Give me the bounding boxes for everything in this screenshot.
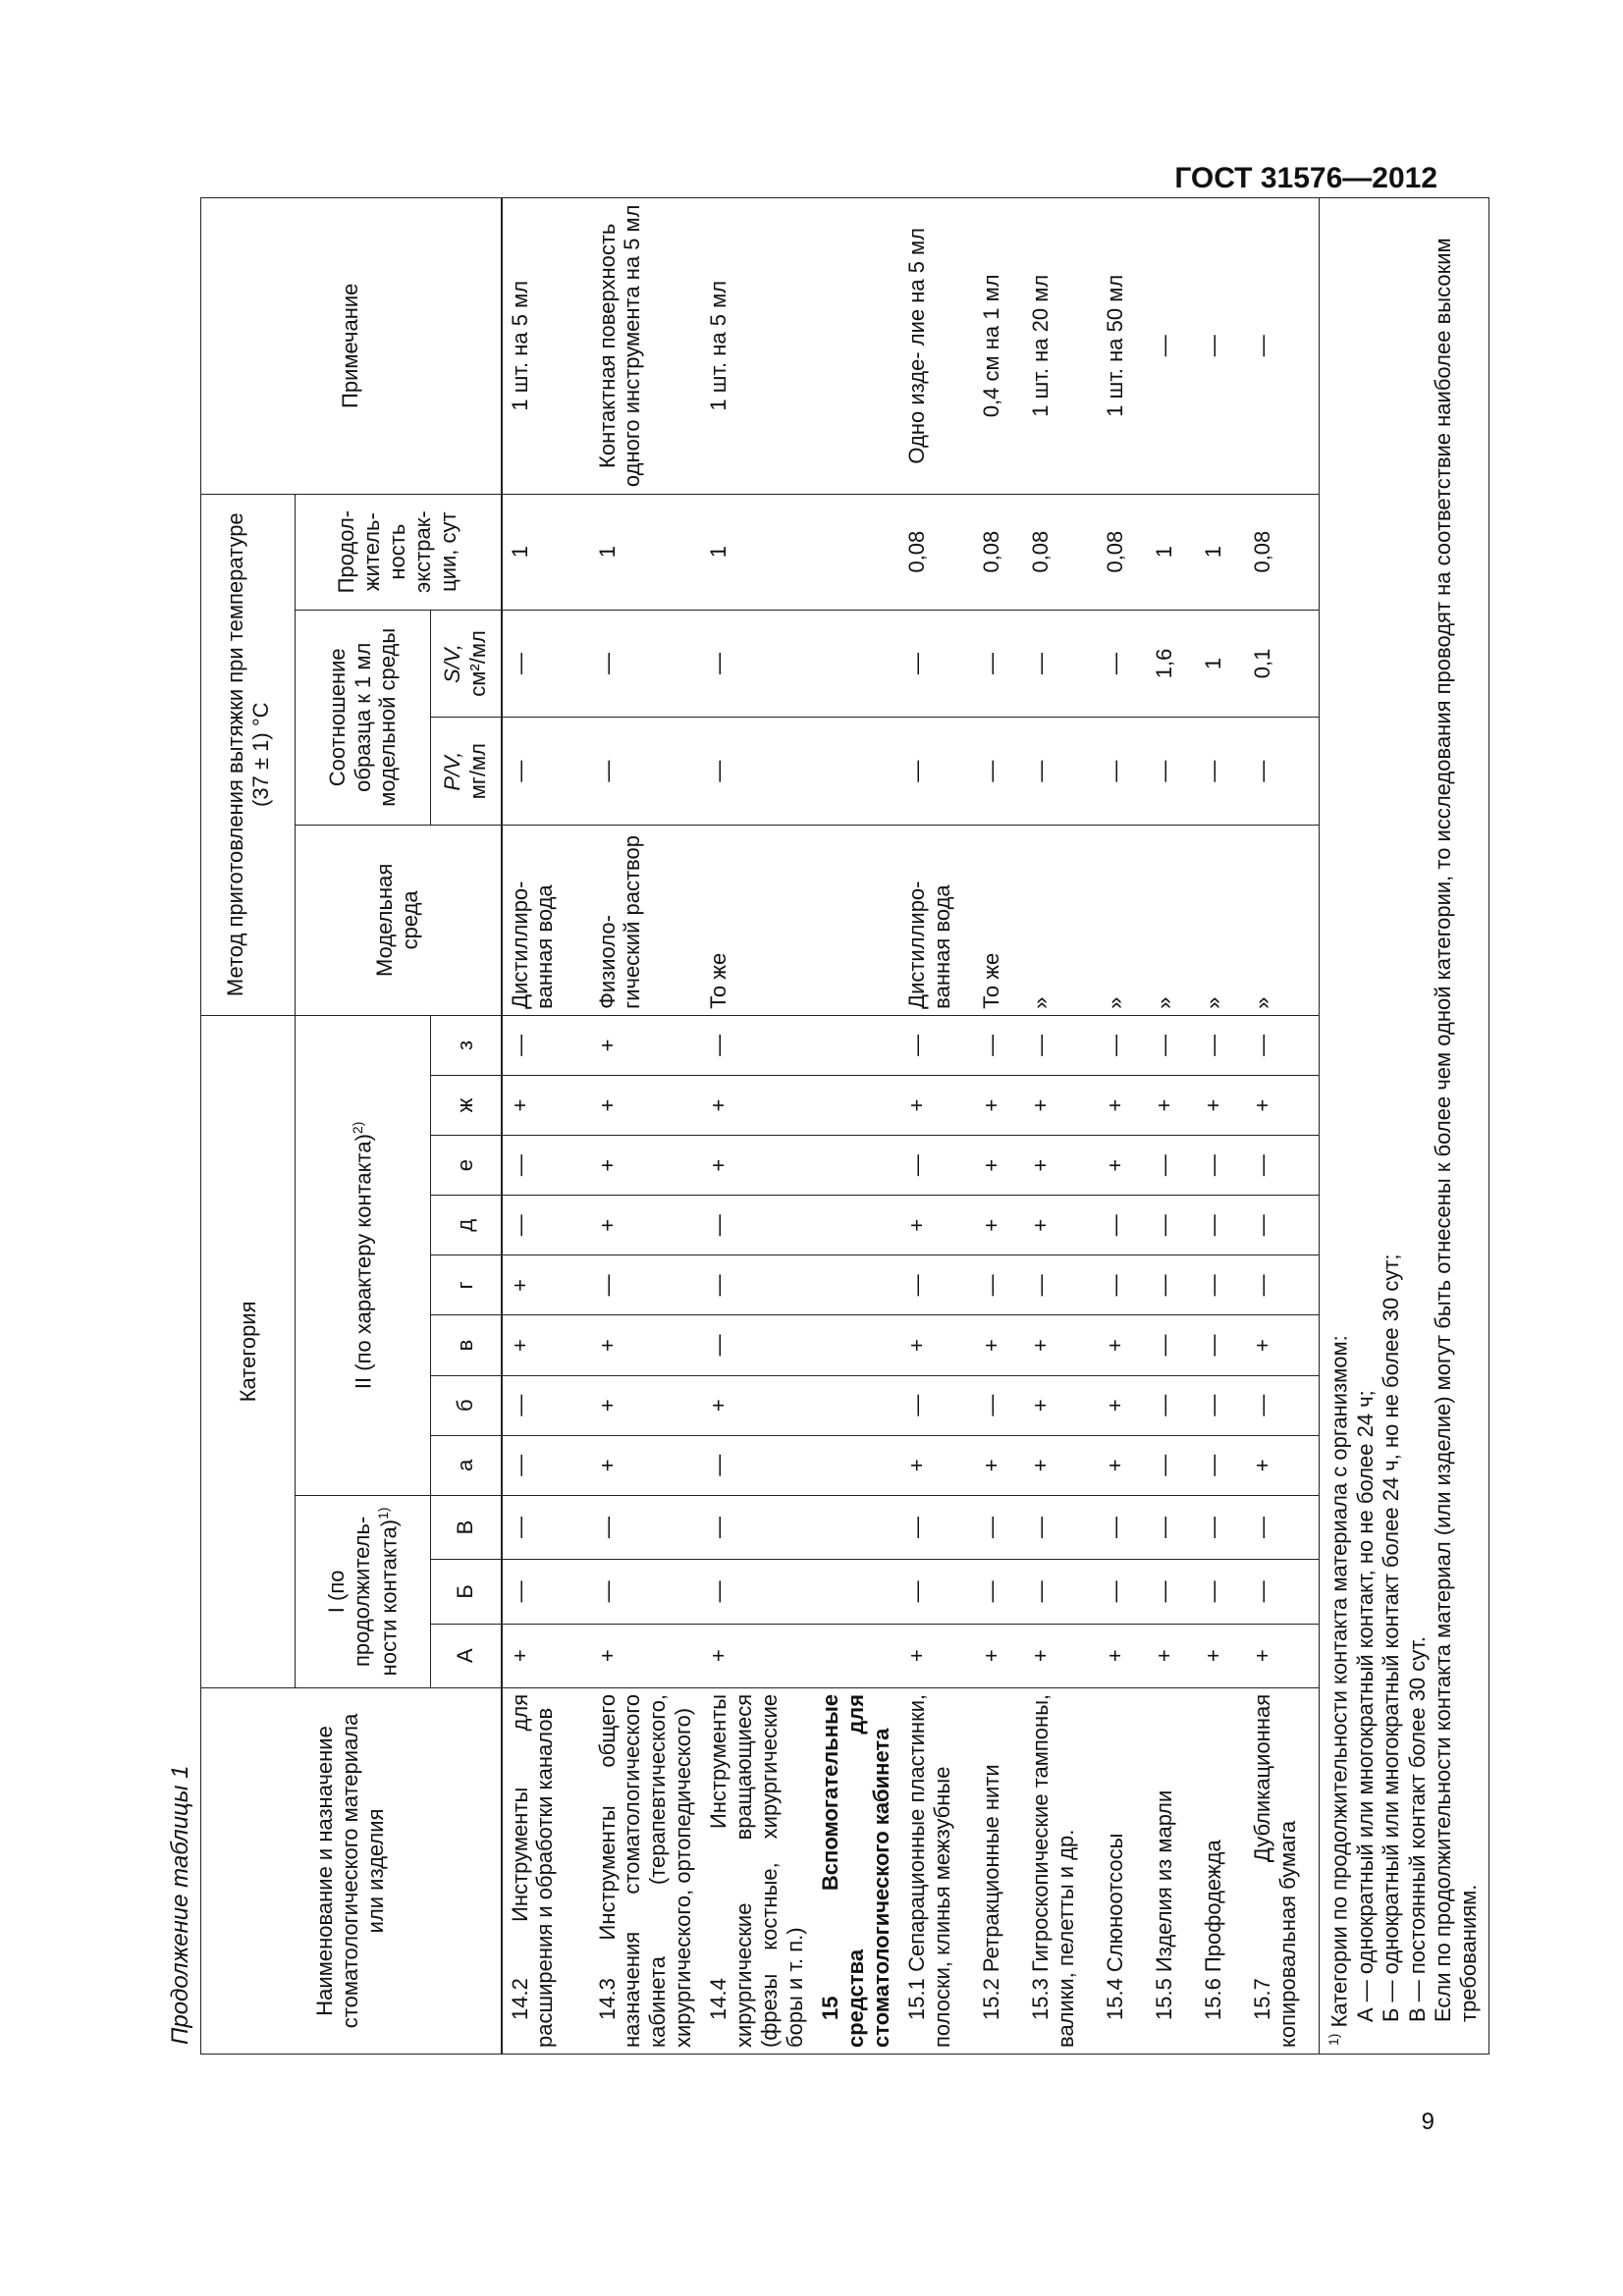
category-mark: —: [1147, 1315, 1196, 1375]
category-mark: [813, 1075, 899, 1135]
category-mark: —: [974, 1495, 1023, 1559]
category-mark: +: [590, 1375, 702, 1435]
category-mark: +: [701, 1136, 813, 1196]
ratio-pv: —: [1245, 718, 1320, 826]
category-mark: —: [1196, 1015, 1245, 1075]
standard-number: ГОСТ 31576—2012: [1174, 162, 1437, 194]
model-medium: То же: [701, 825, 813, 1015]
ratio-sv: [813, 610, 899, 718]
category-mark: —: [502, 1435, 590, 1495]
model-medium: »: [1147, 825, 1196, 1015]
category-mark: +: [701, 1624, 813, 1687]
footnote-d: Если по продолжительности контакта материал (или изделие) могут быть отнесены к более чем одной категории, то исследования проводят на соответствие наиболее высоким требованиям.: [1430, 238, 1482, 2022]
category-mark: +: [590, 1315, 702, 1375]
extraction-duration: 0,08: [1023, 494, 1098, 610]
category-mark: —: [502, 1136, 590, 1196]
category-mark: +: [590, 1435, 702, 1495]
ratio-pv: [813, 718, 899, 826]
category-mark: [813, 1315, 899, 1375]
row-name: 14.4 Инструменты хирургические вращающиеся (фрезы костные, хирургические боры и т. п.): [701, 1687, 813, 2054]
category-mark: —: [1023, 1495, 1098, 1559]
row-note: —: [1196, 198, 1245, 495]
row-note: Контактная поверхность одного инструмента на 5 мл: [590, 198, 702, 495]
page-number: 9: [1421, 2109, 1434, 2135]
rotated-page-content: [157, 197, 1482, 2055]
model-medium: [813, 825, 899, 1015]
sub-g: г: [431, 1255, 502, 1315]
category-mark: +: [974, 1136, 1023, 1196]
category-mark: —: [1245, 1136, 1320, 1196]
ratio-pv: —: [701, 718, 813, 826]
category-mark: —: [1147, 1560, 1196, 1624]
row-note: 1 шт. на 50 мл: [1098, 198, 1147, 495]
ratio-pv: —: [1098, 718, 1147, 826]
category-mark: —: [701, 1315, 813, 1375]
table-row: [1245, 198, 1320, 2055]
footnote-1: $^{1)}$ Категории по продолжительности контакта материала с организмом:: [1325, 1335, 1352, 2046]
ratio-pv: —: [502, 718, 590, 826]
table-row: [1147, 198, 1196, 2055]
category-mark: +: [1196, 1624, 1245, 1687]
row-note: —: [1147, 198, 1196, 495]
category-mark: —: [1196, 1315, 1245, 1375]
ratio-sv: —: [701, 610, 813, 718]
category-mark: +: [1023, 1075, 1098, 1135]
category-mark: +: [1098, 1075, 1147, 1135]
table-row: [1023, 198, 1098, 2055]
category-mark: —: [1147, 1495, 1196, 1559]
header-category: Категория: [201, 1015, 296, 1687]
category-mark: —: [701, 1495, 813, 1559]
sub-A: А: [431, 1624, 502, 1687]
sub-zh: ж: [431, 1075, 502, 1135]
category-mark: [813, 1015, 899, 1075]
model-medium: Физиоло- гический раствор: [590, 825, 702, 1015]
category-mark: —: [1147, 1136, 1196, 1196]
sub-z: з: [431, 1015, 502, 1075]
category-mark: —: [974, 1255, 1023, 1315]
header-sv: S/V, см²/мл: [431, 610, 502, 718]
table-continuation-caption: Продолжение таблицы 1: [167, 1765, 193, 2045]
ratio-sv: —: [502, 610, 590, 718]
category-mark: —: [1196, 1255, 1245, 1315]
category-mark: +: [899, 1624, 974, 1687]
header-duration: Продол- житель- ность экстрак- ции, сут: [296, 494, 502, 610]
category-mark: +: [701, 1075, 813, 1135]
sub-V: В: [431, 1495, 502, 1559]
category-mark: —: [502, 1375, 590, 1435]
category-mark: —: [1196, 1560, 1245, 1624]
category-mark: —: [502, 1196, 590, 1255]
category-mark: —: [1196, 1136, 1245, 1196]
category-mark: —: [1196, 1435, 1245, 1495]
category-mark: +: [974, 1435, 1023, 1495]
header-medium: Модельная среда: [296, 825, 502, 1015]
extraction-duration: 0,08: [1245, 494, 1320, 610]
category-mark: —: [899, 1560, 974, 1624]
category-mark: +: [899, 1315, 974, 1375]
footnote-a: А — однократный или многократный контакт, но не более 24 ч;: [1352, 1390, 1378, 2022]
category-mark: +: [1245, 1624, 1320, 1687]
header-pv: P/V, мг/мл: [431, 718, 502, 826]
sub-b: б: [431, 1375, 502, 1435]
category-mark: +: [1147, 1624, 1196, 1687]
ratio-sv: 1: [1196, 610, 1245, 718]
category-mark: —: [1245, 1196, 1320, 1255]
category-mark: +: [1098, 1624, 1147, 1687]
model-medium: То же: [974, 825, 1023, 1015]
category-mark: —: [1023, 1015, 1098, 1075]
category-mark: —: [1245, 1495, 1320, 1559]
category-mark: —: [1245, 1015, 1320, 1075]
category-mark: [813, 1136, 899, 1196]
category-mark: —: [701, 1015, 813, 1075]
category-mark: +: [590, 1136, 702, 1196]
extraction-duration: 1: [701, 494, 813, 610]
category-mark: +: [974, 1196, 1023, 1255]
category-mark: [813, 1495, 899, 1559]
table-row: [974, 198, 1023, 2055]
row-name: 15.4 Слюноотсосы: [1098, 1687, 1147, 2054]
extraction-duration: 1: [590, 494, 702, 610]
table-row: [701, 198, 813, 2055]
footnote-b: Б — однократный или многократный контакт более 24 ч, но не более 30 сут;: [1379, 1254, 1404, 2022]
category-mark: —: [1245, 1255, 1320, 1315]
sub-e: е: [431, 1136, 502, 1196]
category-mark: —: [701, 1560, 813, 1624]
extraction-duration: 1: [1196, 494, 1245, 610]
ratio-sv: —: [1023, 610, 1098, 718]
category-mark: +: [1023, 1136, 1098, 1196]
ratio-pv: —: [899, 718, 974, 826]
category-mark: [813, 1255, 899, 1315]
category-mark: —: [502, 1015, 590, 1075]
category-mark: —: [899, 1495, 974, 1559]
category-mark: —: [1147, 1255, 1196, 1315]
extraction-duration: [813, 494, 899, 610]
row-name: 15.5 Изделия из марли: [1147, 1687, 1196, 2054]
category-mark: —: [899, 1015, 974, 1075]
category-mark: +: [502, 1255, 590, 1315]
model-medium: Дистиллиро- ванная вода: [502, 825, 590, 1015]
category-mark: +: [1023, 1315, 1098, 1375]
ratio-pv: —: [1196, 718, 1245, 826]
row-note: Одно изде- лие на 5 мл: [899, 198, 974, 495]
ratio-sv: —: [590, 610, 702, 718]
row-name: 15.3 Гигроскопические тампоны, валики, пелетты и др.: [1023, 1687, 1098, 2054]
category-mark: +: [1245, 1315, 1320, 1375]
header-note: Примечание: [201, 198, 502, 495]
footnote-c: В — постоянный контакт более 30 сут.: [1404, 1635, 1430, 2022]
category-mark: [813, 1435, 899, 1495]
category-mark: —: [1098, 1495, 1147, 1559]
sub-d: д: [431, 1196, 502, 1255]
category-mark: +: [590, 1624, 702, 1687]
category-mark: —: [974, 1375, 1023, 1435]
ratio-sv: —: [974, 610, 1023, 718]
category-mark: +: [1147, 1075, 1196, 1135]
category-mark: —: [1196, 1495, 1245, 1559]
category-mark: —: [1098, 1255, 1147, 1315]
category-mark: —: [1196, 1196, 1245, 1255]
model-medium: »: [1023, 825, 1098, 1015]
category-mark: +: [1023, 1435, 1098, 1495]
category-mark: +: [974, 1624, 1023, 1687]
category-mark: —: [701, 1435, 813, 1495]
header-group2: II (по характеру контакта)$^{2)}$: [296, 1015, 431, 1495]
category-mark: —: [502, 1495, 590, 1559]
model-medium: »: [1196, 825, 1245, 1015]
category-mark: +: [974, 1075, 1023, 1135]
row-name: 15.7 Дубликационная копировальная бумага: [1245, 1687, 1320, 2054]
category-mark: —: [701, 1196, 813, 1255]
table-row: [1098, 198, 1147, 2055]
category-mark: +: [1098, 1435, 1147, 1495]
category-mark: +: [899, 1196, 974, 1255]
category-mark: +: [502, 1624, 590, 1687]
category-mark: —: [974, 1015, 1023, 1075]
row-note: —: [1245, 198, 1320, 495]
category-mark: —: [502, 1560, 590, 1624]
ratio-pv: —: [1023, 718, 1098, 826]
category-mark: —: [590, 1495, 702, 1559]
category-mark: —: [1147, 1196, 1196, 1255]
table-row: [502, 198, 590, 2055]
category-mark: —: [899, 1255, 974, 1315]
extraction-duration: 1: [502, 494, 590, 610]
extraction-duration: 0,08: [1098, 494, 1147, 610]
row-name: 15 Вспомогательные средства для стоматологического кабинета: [813, 1687, 899, 2054]
category-mark: +: [1196, 1075, 1245, 1135]
header-name: Наименование и назначение стоматологического материала или изделия: [201, 1687, 502, 2054]
category-mark: —: [1023, 1560, 1098, 1624]
category-mark: +: [1098, 1315, 1147, 1375]
extraction-duration: 0,08: [899, 494, 974, 610]
category-mark: [813, 1375, 899, 1435]
row-note: 1 шт. на 20 мл: [1023, 198, 1098, 495]
category-mark: [813, 1196, 899, 1255]
footnotes: [1320, 197, 1489, 2055]
model-medium: »: [1098, 825, 1147, 1015]
header-group1: I (по продолжитель- ности контакта)$^{1)}$: [296, 1495, 431, 1687]
category-mark: —: [701, 1255, 813, 1315]
category-mark: +: [1098, 1375, 1147, 1435]
row-name: 14.3 Инструменты общего назначения стоматологического кабинета (терапевтического, хирургического, ортопедического): [590, 1687, 702, 2054]
category-mark: —: [899, 1375, 974, 1435]
table-row: [590, 198, 702, 2055]
row-name: 14.2 Инструменты для расширения и обработки каналов: [502, 1687, 590, 2054]
row-name: 15.1 Сепарационные пластинки, полоски, клинья межзубные: [899, 1687, 974, 2054]
sub-B: Б: [431, 1560, 502, 1624]
category-mark: +: [590, 1015, 702, 1075]
row-note: 1 шт. на 5 мл: [502, 198, 590, 495]
ratio-pv: —: [1147, 718, 1196, 826]
category-mark: —: [1245, 1375, 1320, 1435]
ratio-sv: —: [1098, 610, 1147, 718]
category-mark: +: [1023, 1375, 1098, 1435]
category-mark: —: [1147, 1435, 1196, 1495]
model-medium: Дистиллиро- ванная вода: [899, 825, 974, 1015]
category-mark: +: [899, 1435, 974, 1495]
table-body: [502, 198, 1320, 2055]
contact-category-table: [200, 197, 1320, 2055]
category-mark: +: [590, 1196, 702, 1255]
category-mark: —: [1098, 1560, 1147, 1624]
category-mark: —: [1147, 1015, 1196, 1075]
table-row: [899, 198, 974, 2055]
model-medium: »: [1245, 825, 1320, 1015]
category-mark: —: [1098, 1015, 1147, 1075]
category-mark: —: [590, 1560, 702, 1624]
category-mark: —: [1196, 1375, 1245, 1435]
category-mark: —: [590, 1255, 702, 1315]
ratio-sv: —: [899, 610, 974, 718]
header-ratio: Соотношение образца к 1 мл модельной среды: [296, 610, 431, 825]
category-mark: +: [502, 1075, 590, 1135]
ratio-pv: —: [974, 718, 1023, 826]
table-row: [813, 198, 899, 2055]
category-mark: —: [1023, 1255, 1098, 1315]
category-mark: —: [1098, 1196, 1147, 1255]
category-mark: +: [1245, 1435, 1320, 1495]
category-mark: —: [899, 1136, 974, 1196]
row-note: 0,4 см на 1 мл: [974, 198, 1023, 495]
category-mark: [813, 1560, 899, 1624]
category-mark: +: [1098, 1136, 1147, 1196]
ratio-pv: —: [590, 718, 702, 826]
category-mark: —: [974, 1560, 1023, 1624]
table-row: [1196, 198, 1245, 2055]
extraction-duration: 1: [1147, 494, 1196, 610]
row-note: 1 шт. на 5 мл: [701, 198, 813, 495]
sub-v: в: [431, 1315, 502, 1375]
category-mark: +: [899, 1075, 974, 1135]
category-mark: +: [1023, 1196, 1098, 1255]
row-note: [813, 198, 899, 495]
category-mark: +: [590, 1075, 702, 1135]
ratio-sv: 0,1: [1245, 610, 1320, 718]
category-mark: —: [1245, 1560, 1320, 1624]
category-mark: +: [1023, 1624, 1098, 1687]
category-mark: +: [701, 1375, 813, 1435]
category-mark: [813, 1624, 899, 1687]
row-name: 15.6 Профодежда: [1196, 1687, 1245, 2054]
extraction-duration: 0,08: [974, 494, 1023, 610]
category-mark: +: [1245, 1075, 1320, 1135]
ratio-sv: 1,6: [1147, 610, 1196, 718]
category-mark: —: [1147, 1375, 1196, 1435]
row-name: 15.2 Ретракционные нити: [974, 1687, 1023, 2054]
sub-a: а: [431, 1435, 502, 1495]
header-method: Метод приготовления вытяжки при температуре (37 ± 1) °С: [201, 494, 296, 1015]
category-mark: +: [502, 1315, 590, 1375]
category-mark: +: [974, 1315, 1023, 1375]
